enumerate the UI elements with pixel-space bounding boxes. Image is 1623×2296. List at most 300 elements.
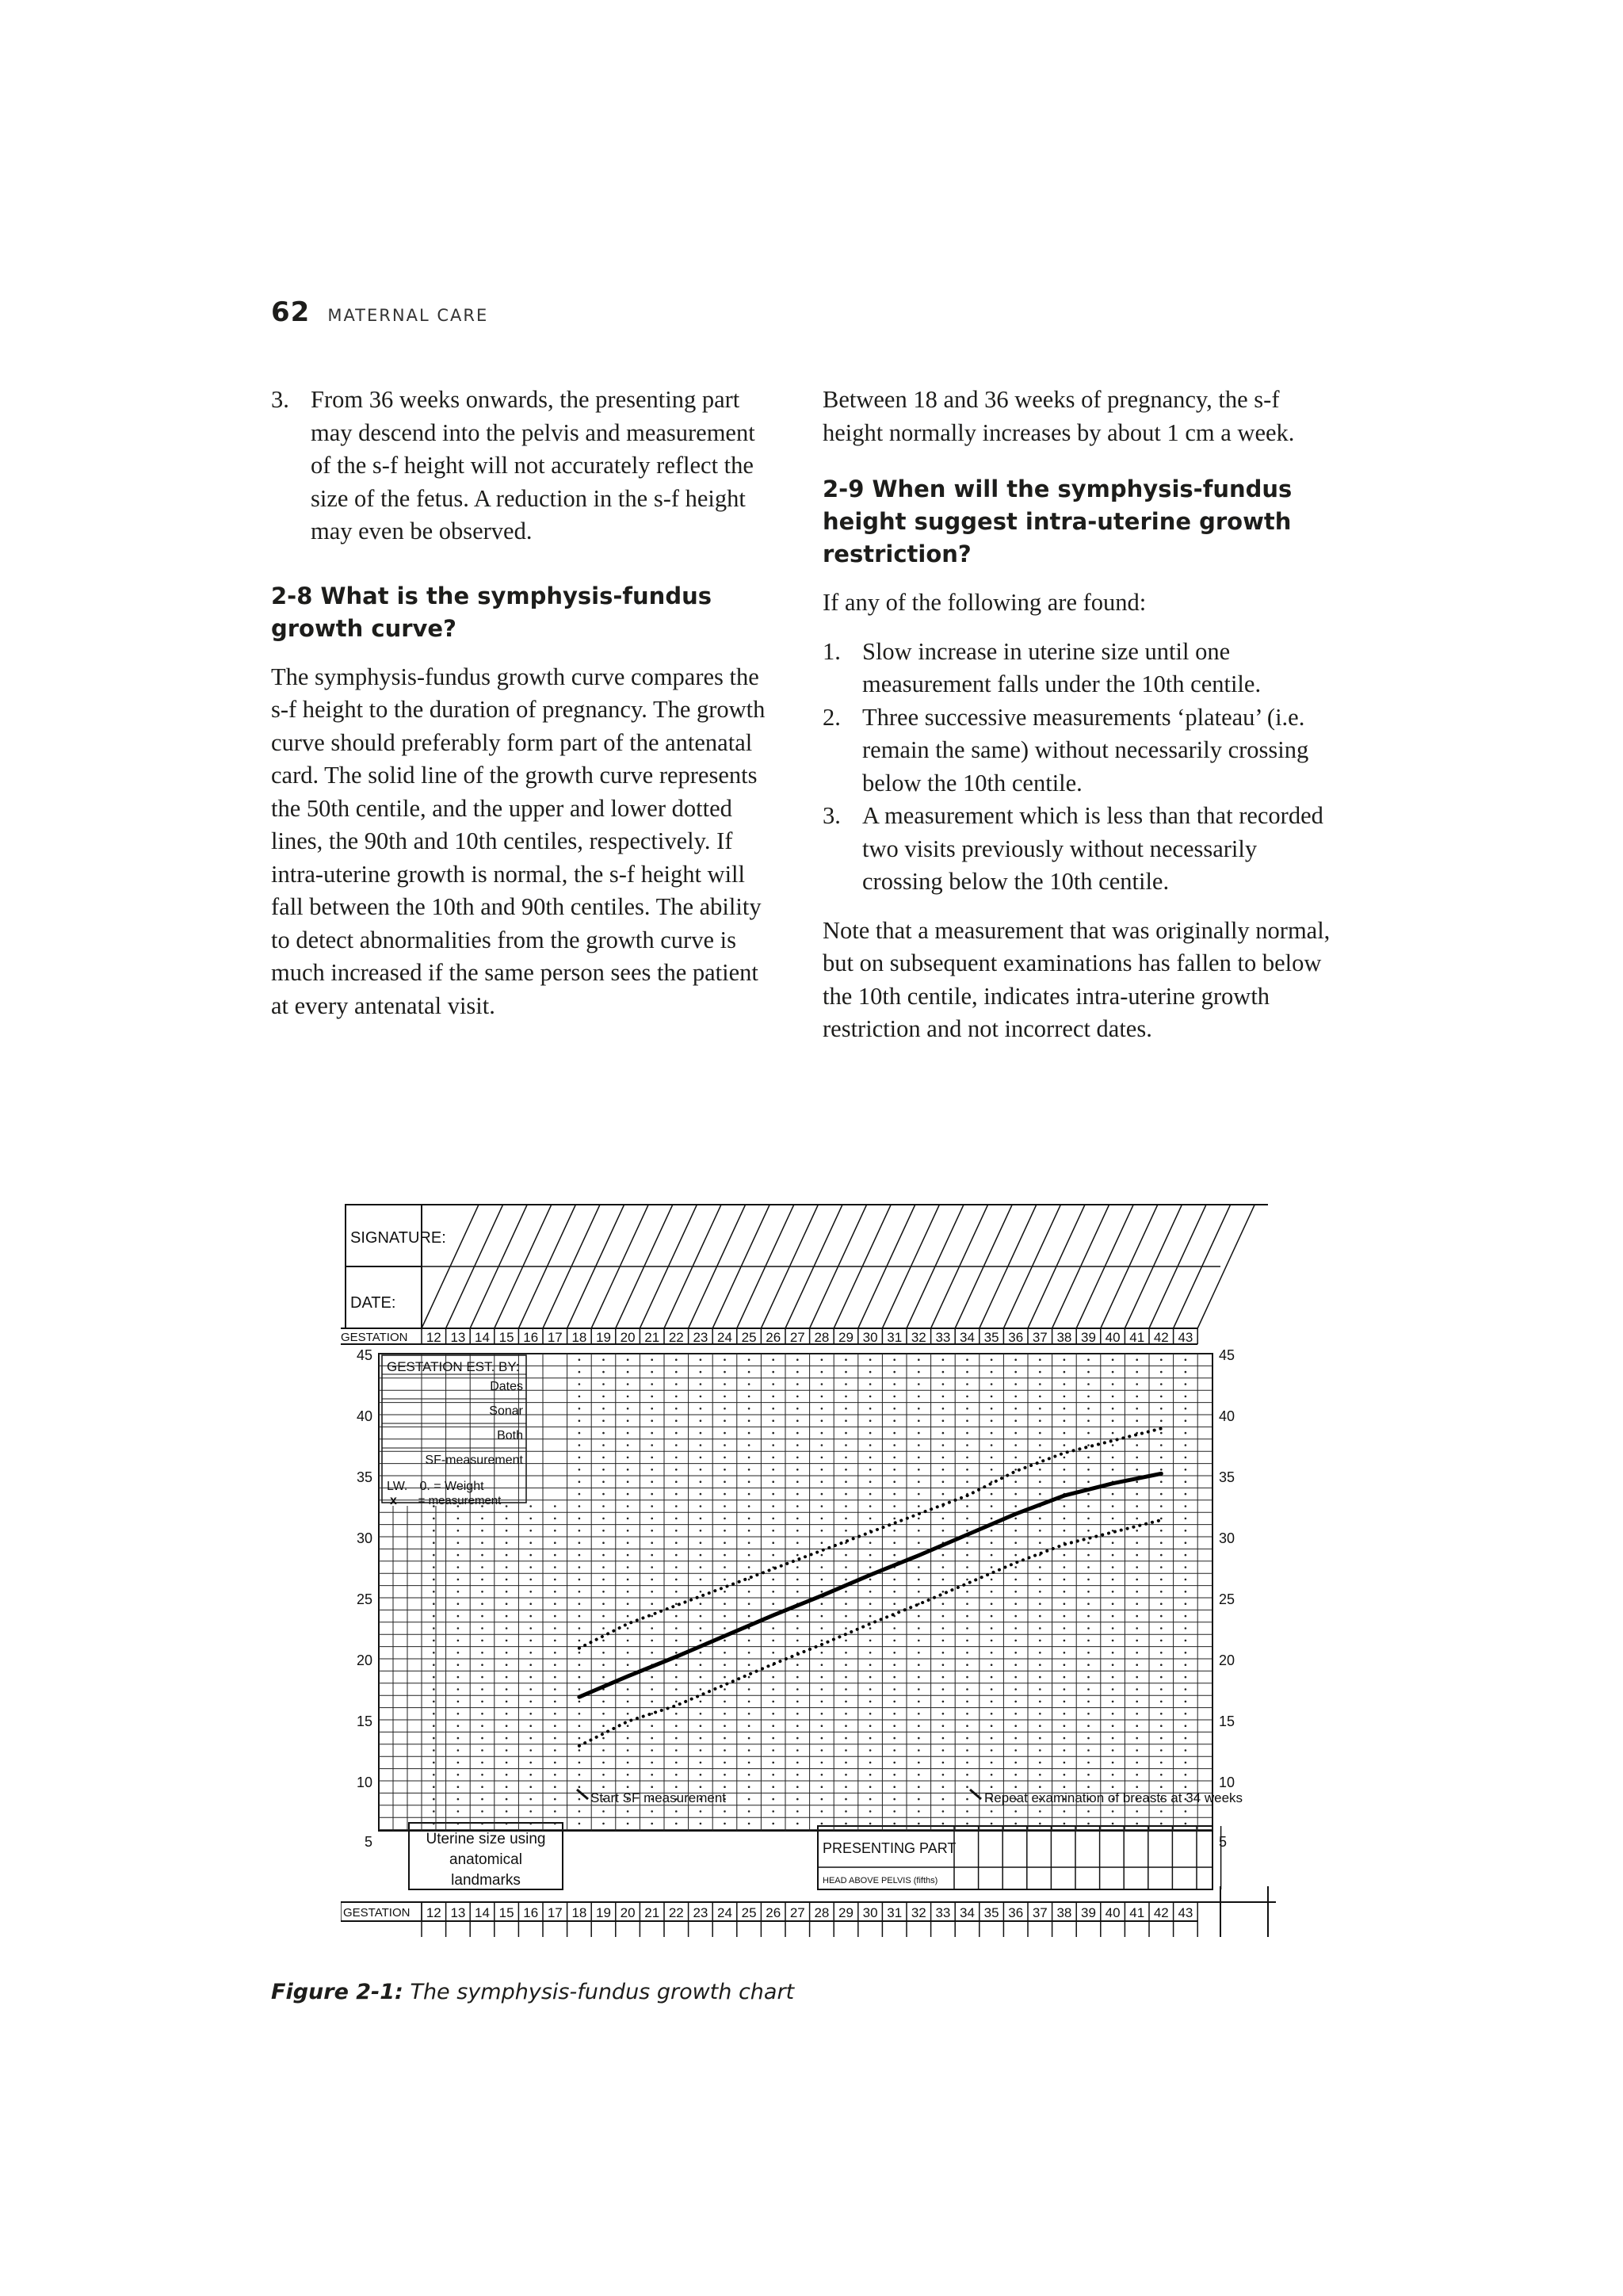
grid-dot	[457, 1737, 460, 1740]
grid-dot	[1185, 1579, 1187, 1581]
grid-dot	[506, 1541, 508, 1544]
grid-dot	[821, 1566, 823, 1568]
grid-dot	[1112, 1688, 1114, 1690]
grid-dot	[1064, 1396, 1066, 1398]
grid-dot	[724, 1725, 726, 1727]
grid-dot	[869, 1566, 872, 1568]
grid-dot	[748, 1358, 750, 1361]
grid-dot	[942, 1493, 945, 1496]
grid-dot	[433, 1518, 435, 1520]
grid-dot	[845, 1579, 847, 1581]
grid-dot	[1014, 1688, 1017, 1690]
grid-dot	[700, 1518, 702, 1520]
grid-dot	[1160, 1664, 1163, 1666]
grid-dot	[942, 1579, 945, 1581]
grid-dot	[966, 1554, 968, 1557]
grid-dot	[821, 1627, 823, 1629]
grid-dot	[1160, 1432, 1163, 1435]
grid-dot	[700, 1566, 702, 1568]
grid-dot	[675, 1566, 678, 1568]
grid-dot	[966, 1432, 968, 1435]
grid-dot	[1014, 1737, 1017, 1740]
grid-dot	[457, 1676, 460, 1679]
grid-dot	[481, 1676, 483, 1679]
grid-dot	[675, 1688, 678, 1690]
grid-dot	[772, 1444, 774, 1446]
grid-dot	[748, 1566, 750, 1568]
grid-dot	[529, 1810, 532, 1813]
grid-dot	[893, 1627, 896, 1629]
grid-dot	[1185, 1749, 1187, 1752]
grid-dot	[579, 1444, 581, 1446]
grid-dot	[724, 1457, 726, 1459]
grid-dot	[966, 1457, 968, 1459]
grid-dot	[529, 1615, 532, 1618]
gestation-week-bottom: 36	[1008, 1905, 1024, 1920]
grid-dot	[869, 1774, 872, 1776]
grid-dot	[893, 1603, 896, 1605]
grid-dot	[602, 1541, 605, 1544]
grid-dot	[627, 1652, 629, 1654]
grid-dot	[991, 1615, 993, 1618]
grid-dot	[1160, 1688, 1163, 1690]
grid-dot	[821, 1640, 823, 1642]
grid-dot	[529, 1530, 532, 1532]
grid-dot	[918, 1371, 920, 1373]
grid-dot	[821, 1823, 823, 1825]
grid-dot	[772, 1530, 774, 1532]
grid-dot	[772, 1541, 774, 1544]
grid-dot	[1014, 1810, 1017, 1813]
grid-dot	[627, 1530, 629, 1532]
grid-dot	[1160, 1579, 1163, 1581]
grid-dot	[918, 1737, 920, 1740]
grid-dot	[821, 1725, 823, 1727]
gestation-week-top: 32	[911, 1330, 926, 1345]
list-item: 1. Slow increase in uterine size until one measurement falls under the 10th centile.	[823, 637, 1262, 697]
grid-dot	[918, 1518, 920, 1520]
grid-dot	[1064, 1505, 1066, 1507]
grid-dot	[579, 1493, 581, 1496]
grid-dot	[627, 1457, 629, 1459]
grid-dot	[1014, 1444, 1017, 1446]
grid-dot	[1087, 1627, 1090, 1629]
grid-dot	[1185, 1505, 1187, 1507]
grid-dot	[627, 1541, 629, 1544]
grid-dot	[1064, 1566, 1066, 1568]
grid-dot	[457, 1591, 460, 1593]
growth-restriction-list	[823, 636, 1338, 899]
grid-dot	[966, 1371, 968, 1373]
grid-dot	[748, 1810, 750, 1813]
grid-dot	[481, 1603, 483, 1605]
grid-dot	[481, 1579, 483, 1581]
grid-dot	[748, 1444, 750, 1446]
gestation-week-bottom: 26	[766, 1905, 781, 1920]
grid-dot	[1112, 1810, 1114, 1813]
gestation-week-bottom: 19	[596, 1905, 611, 1920]
grid-dot	[772, 1469, 774, 1471]
y-tick-left: 20	[356, 1652, 372, 1668]
grid-dot	[529, 1579, 532, 1581]
grid-dot	[1112, 1358, 1114, 1361]
grid-dot	[1087, 1493, 1090, 1496]
grid-dot	[1112, 1457, 1114, 1459]
grid-dot	[821, 1579, 823, 1581]
grid-dot	[748, 1640, 750, 1642]
y-tick-right: 20	[1219, 1652, 1235, 1668]
grid-dot	[991, 1554, 993, 1557]
grid-dot	[675, 1493, 678, 1496]
grid-dot	[772, 1786, 774, 1788]
grid-dot	[966, 1664, 968, 1666]
grid-dot	[1064, 1774, 1066, 1776]
grid-dot	[748, 1530, 750, 1532]
grid-dot	[506, 1579, 508, 1581]
grid-dot	[700, 1579, 702, 1581]
grid-dot	[1064, 1652, 1066, 1654]
gestation-week-top: 25	[741, 1330, 757, 1345]
grid-dot	[893, 1701, 896, 1703]
grid-dot	[869, 1603, 872, 1605]
grid-dot	[748, 1371, 750, 1373]
grid-dot	[966, 1762, 968, 1764]
grid-dot	[821, 1737, 823, 1740]
grid-dot	[966, 1652, 968, 1654]
grid-dot	[1014, 1725, 1017, 1727]
grid-dot	[602, 1615, 605, 1618]
paragraph-lead: If any of the following are found:	[823, 589, 1147, 616]
grid-dot	[991, 1358, 993, 1361]
grid-dot	[457, 1749, 460, 1752]
grid-dot	[748, 1615, 750, 1618]
grid-dot	[991, 1419, 993, 1422]
grid-dot	[1112, 1676, 1114, 1679]
grid-dot	[1112, 1469, 1114, 1471]
grid-dot	[991, 1432, 993, 1435]
gestation-week-bottom: 39	[1081, 1905, 1096, 1920]
grid-dot	[1064, 1603, 1066, 1605]
grid-dot	[675, 1408, 678, 1410]
grid-dot	[1087, 1786, 1090, 1788]
repeat-exam-annotation: Repeat examination of breasts at 34 weeks	[984, 1790, 1243, 1805]
gestation-week-bottom: 25	[741, 1905, 757, 1920]
grid-dot	[942, 1701, 945, 1703]
grid-dot	[1185, 1664, 1187, 1666]
grid-dot	[481, 1737, 483, 1740]
grid-dot	[1136, 1591, 1138, 1593]
grid-dot	[481, 1566, 483, 1568]
grid-dot	[991, 1505, 993, 1507]
grid-dot	[433, 1786, 435, 1788]
grid-dot	[602, 1371, 605, 1373]
grid-dot	[821, 1664, 823, 1666]
grid-dot	[627, 1627, 629, 1629]
grid-dot	[845, 1419, 847, 1422]
grid-dot	[579, 1518, 581, 1520]
grid-dot	[845, 1627, 847, 1629]
grid-dot	[942, 1469, 945, 1471]
grid-dot	[869, 1419, 872, 1422]
grid-dot	[627, 1749, 629, 1752]
grid-dot	[796, 1615, 799, 1618]
grid-dot	[796, 1505, 799, 1507]
grid-dot	[942, 1530, 945, 1532]
grid-dot	[1112, 1371, 1114, 1373]
grid-dot	[1185, 1554, 1187, 1557]
grid-dot	[1014, 1371, 1017, 1373]
grid-dot	[821, 1518, 823, 1520]
grid-dot	[1064, 1530, 1066, 1532]
grid-dot	[602, 1591, 605, 1593]
grid-dot	[796, 1554, 799, 1557]
gestation-week-bottom: 17	[547, 1905, 563, 1920]
grid-dot	[554, 1640, 556, 1642]
grid-dot	[506, 1603, 508, 1605]
grid-dot	[1112, 1737, 1114, 1740]
grid-dot	[651, 1383, 653, 1385]
grid-dot	[991, 1371, 993, 1373]
grid-dot	[942, 1432, 945, 1435]
grid-dot	[772, 1688, 774, 1690]
gestation-week-top: 36	[1008, 1330, 1024, 1345]
grid-dot	[529, 1676, 532, 1679]
grid-dot	[1087, 1579, 1090, 1581]
grid-dot	[772, 1554, 774, 1557]
grid-dot	[991, 1396, 993, 1398]
grid-dot	[893, 1518, 896, 1520]
grid-dot	[796, 1713, 799, 1715]
grid-dot	[1039, 1664, 1041, 1666]
grid-dot	[1136, 1480, 1138, 1483]
grid-dot	[700, 1419, 702, 1422]
grid-dot	[651, 1579, 653, 1581]
gestation-week-top: 31	[887, 1330, 903, 1345]
grid-dot	[1136, 1566, 1138, 1568]
grid-dot	[1185, 1615, 1187, 1618]
grid-dot	[869, 1469, 872, 1471]
grid-dot	[1087, 1676, 1090, 1679]
gestation-week-top: 28	[814, 1330, 830, 1345]
grid-dot	[1185, 1457, 1187, 1459]
grid-dot	[1014, 1615, 1017, 1618]
grid-dot	[1014, 1419, 1017, 1422]
grid-dot	[627, 1810, 629, 1813]
grid-dot	[457, 1713, 460, 1715]
grid-dot	[627, 1823, 629, 1825]
grid-dot	[821, 1383, 823, 1385]
grid-dot	[724, 1530, 726, 1532]
grid-dot	[893, 1810, 896, 1813]
grid-dot	[1039, 1810, 1041, 1813]
grid-dot	[433, 1541, 435, 1544]
grid-dot	[966, 1444, 968, 1446]
grid-dot	[796, 1419, 799, 1422]
grid-dot	[748, 1432, 750, 1435]
grid-dot	[700, 1505, 702, 1507]
grid-dot	[1160, 1457, 1163, 1459]
gestation-week-bottom: 12	[426, 1905, 441, 1920]
grid-dot	[675, 1676, 678, 1679]
grid-dot	[1136, 1419, 1138, 1422]
grid-dot	[1087, 1469, 1090, 1471]
grid-dot	[796, 1591, 799, 1593]
grid-dot	[724, 1676, 726, 1679]
grid-dot	[1087, 1480, 1090, 1483]
grid-dot	[554, 1810, 556, 1813]
grid-dot	[1087, 1640, 1090, 1642]
grid-dot	[1039, 1493, 1041, 1496]
grid-dot	[893, 1432, 896, 1435]
grid-dot	[796, 1749, 799, 1752]
grid-dot	[796, 1566, 799, 1568]
grid-dot	[821, 1713, 823, 1715]
grid-dot	[991, 1469, 993, 1471]
grid-dot	[1039, 1603, 1041, 1605]
grid-dot	[942, 1591, 945, 1593]
grid-dot	[845, 1432, 847, 1435]
grid-dot	[651, 1701, 653, 1703]
grid-dot	[627, 1664, 629, 1666]
grid-dot	[579, 1383, 581, 1385]
grid-dot	[796, 1480, 799, 1483]
card-frame	[341, 1205, 1276, 1937]
grid-dot	[651, 1762, 653, 1764]
grid-dot	[602, 1652, 605, 1654]
grid-dot	[433, 1579, 435, 1581]
grid-dot	[748, 1664, 750, 1666]
grid-dot	[506, 1640, 508, 1642]
gestation-week-bottom: 31	[887, 1905, 903, 1920]
grid-dot	[772, 1603, 774, 1605]
grid-dot	[457, 1798, 460, 1801]
grid-dot	[869, 1627, 872, 1629]
grid-dot	[1136, 1396, 1138, 1398]
grid-dot	[1112, 1505, 1114, 1507]
gestation-week-top: 12	[426, 1330, 441, 1345]
grid-dot	[529, 1798, 532, 1801]
grid-dot	[942, 1786, 945, 1788]
grid-dot	[602, 1762, 605, 1764]
grid-dot	[1160, 1493, 1163, 1496]
grid-dot	[579, 1591, 581, 1593]
grid-dot	[991, 1591, 993, 1593]
grid-dot	[942, 1419, 945, 1422]
grid-dot	[700, 1530, 702, 1532]
grid-dot	[772, 1408, 774, 1410]
grid-dot	[506, 1566, 508, 1568]
grid-dot	[1064, 1749, 1066, 1752]
grid-dot	[1064, 1371, 1066, 1373]
grid-dot	[748, 1713, 750, 1715]
grid-dot	[651, 1640, 653, 1642]
grid-dot	[506, 1737, 508, 1740]
gestation-week-top: 18	[571, 1330, 587, 1345]
grid-dot	[893, 1591, 896, 1593]
grid-dot	[796, 1579, 799, 1581]
grid-dot	[700, 1358, 702, 1361]
grid-dot	[845, 1493, 847, 1496]
grid-dot	[675, 1591, 678, 1593]
grid-dot	[1039, 1396, 1041, 1398]
grid-dot	[1064, 1457, 1066, 1459]
grid-dot	[1185, 1383, 1187, 1385]
grid-dot	[1064, 1701, 1066, 1703]
grid-dot	[579, 1701, 581, 1703]
grid-dot	[748, 1676, 750, 1679]
grid-dot	[1064, 1432, 1066, 1435]
grid-dot	[1014, 1566, 1017, 1568]
grid-dot	[1136, 1810, 1138, 1813]
grid-dot	[893, 1469, 896, 1471]
grid-dot	[966, 1358, 968, 1361]
grid-dot	[1112, 1664, 1114, 1666]
grid-dot	[529, 1725, 532, 1727]
grid-dot	[1112, 1554, 1114, 1557]
grid-dot	[579, 1469, 581, 1471]
gestation-week-bottom: 18	[571, 1905, 587, 1920]
grid-dot	[1136, 1786, 1138, 1788]
grid-dot	[1087, 1749, 1090, 1752]
grid-dot	[966, 1518, 968, 1520]
grid-dot	[627, 1469, 629, 1471]
grid-dot	[433, 1615, 435, 1618]
grid-dot	[796, 1810, 799, 1813]
grid-dot	[579, 1676, 581, 1679]
grid-dot	[724, 1652, 726, 1654]
gestation-week-top: 13	[450, 1330, 466, 1345]
grid-dot	[700, 1737, 702, 1740]
grid-dot	[796, 1664, 799, 1666]
grid-dot	[796, 1762, 799, 1764]
grid-dot	[724, 1408, 726, 1410]
grid-dot	[1014, 1358, 1017, 1361]
grid-dot	[1087, 1603, 1090, 1605]
grid-dot	[529, 1603, 532, 1605]
grid-dot	[1112, 1749, 1114, 1752]
grid-dot	[1039, 1627, 1041, 1629]
grid-dot	[1087, 1652, 1090, 1654]
grid-dot	[506, 1786, 508, 1788]
grid-dot	[1185, 1566, 1187, 1568]
grid-dot	[869, 1798, 872, 1801]
grid-dot	[1112, 1432, 1114, 1435]
grid-dot	[991, 1530, 993, 1532]
grid-dot	[627, 1408, 629, 1410]
grid-dot	[675, 1725, 678, 1727]
grid-dot	[1185, 1419, 1187, 1422]
grid-dot	[651, 1554, 653, 1557]
grid-dot	[675, 1603, 678, 1605]
grid-dot	[579, 1419, 581, 1422]
grid-dot	[1112, 1444, 1114, 1446]
grid-dot	[579, 1358, 581, 1361]
grid-dot	[772, 1652, 774, 1654]
grid-dot	[918, 1432, 920, 1435]
gestation-week-top: 23	[693, 1330, 708, 1345]
grid-dot	[1160, 1810, 1163, 1813]
grid-dot	[748, 1457, 750, 1459]
grid-dot	[748, 1480, 750, 1483]
grid-dot	[1064, 1810, 1066, 1813]
grid-dot	[724, 1396, 726, 1398]
grid-dot	[966, 1810, 968, 1813]
grid-dot	[918, 1640, 920, 1642]
grid-dot	[1160, 1371, 1163, 1373]
grid-dot	[457, 1664, 460, 1666]
grid-dot	[602, 1701, 605, 1703]
grid-dot	[602, 1396, 605, 1398]
